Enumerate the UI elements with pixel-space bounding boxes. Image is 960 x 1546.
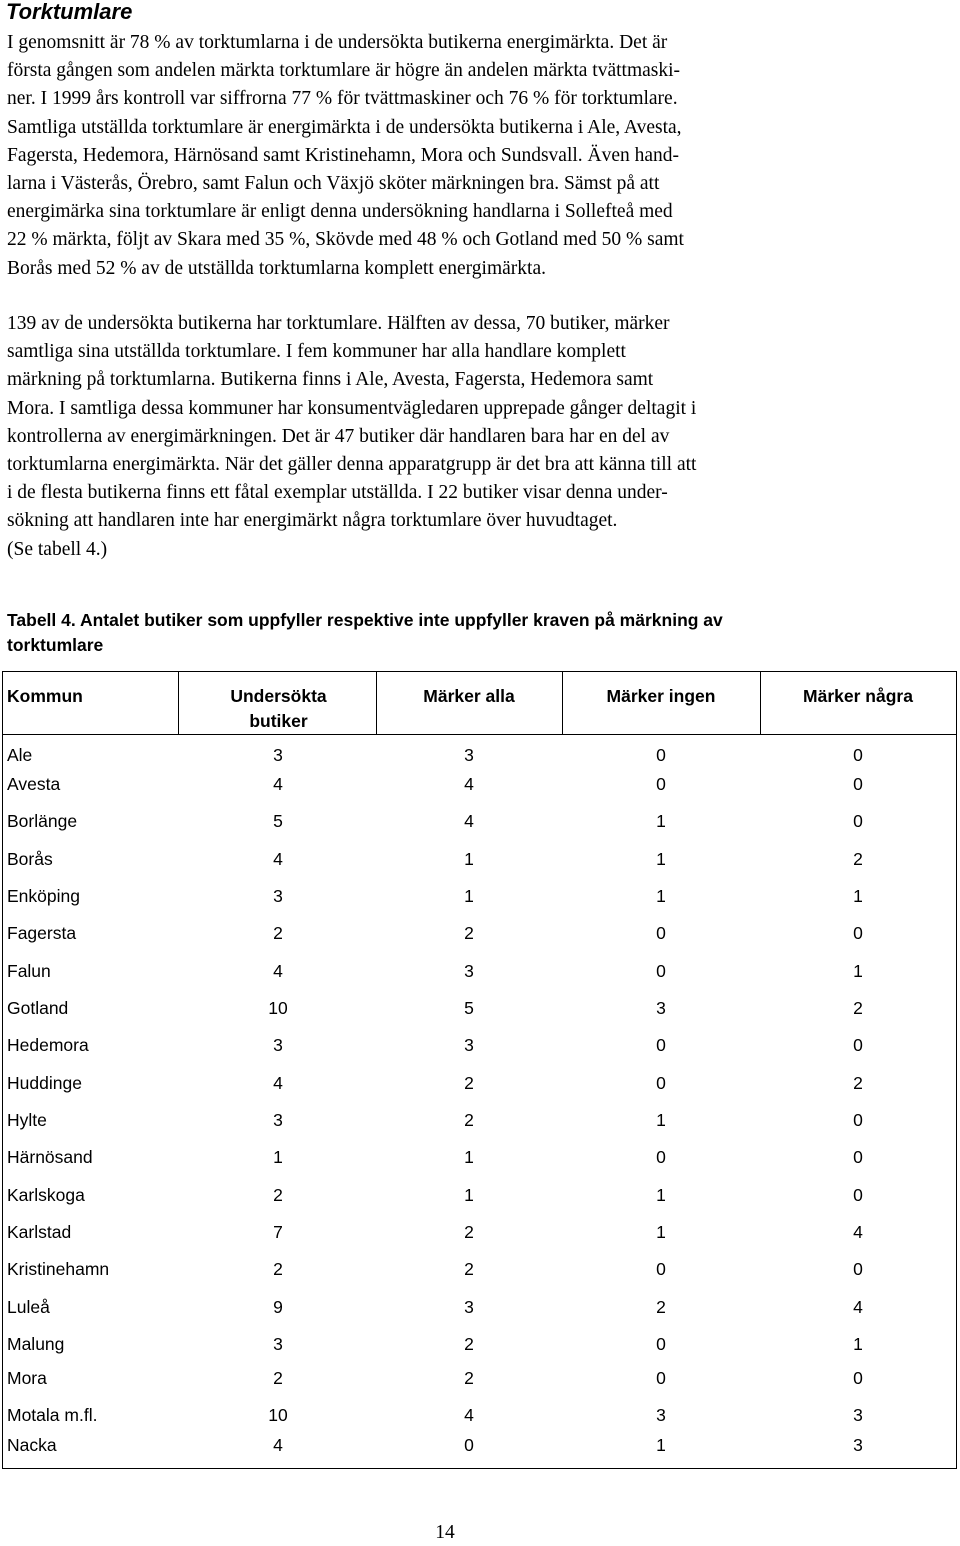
table-cell-ingen: 0 bbox=[656, 1147, 666, 1167]
table-cell-alla: 1 bbox=[464, 849, 474, 869]
header-kommun: Kommun bbox=[7, 686, 83, 706]
table-cell-alla: 1 bbox=[464, 886, 474, 906]
table-cell-kommun: Borås bbox=[7, 849, 53, 869]
table-cell-ingen: 0 bbox=[656, 745, 666, 765]
table-cell-alla: 2 bbox=[464, 1073, 474, 1093]
table-cell-nagra: 0 bbox=[853, 745, 863, 765]
section-title: Torktumlare bbox=[6, 0, 133, 24]
table-cell-undersokta: 4 bbox=[273, 1435, 283, 1455]
table-cell-nagra: 0 bbox=[853, 774, 863, 794]
header-marker-ingen: Märker ingen bbox=[606, 686, 716, 706]
table-cell-kommun: Hylte bbox=[7, 1110, 47, 1130]
header-undersokta-line2: butiker bbox=[249, 711, 308, 731]
header-divider bbox=[562, 672, 563, 734]
paragraph-line: 139 av de undersökta butikerna har torktumlare. Hälften av dessa, 70 butiker, märker bbox=[7, 313, 670, 334]
header-divider bbox=[760, 672, 761, 734]
table-cell-ingen: 1 bbox=[656, 849, 666, 869]
table-cell-ingen: 1 bbox=[656, 886, 666, 906]
table-cell-undersokta: 5 bbox=[273, 811, 283, 831]
header-marker-nagra: Märker några bbox=[803, 686, 913, 706]
table-cell-ingen: 0 bbox=[656, 1259, 666, 1279]
table-cell-alla: 5 bbox=[464, 998, 474, 1018]
paragraph-line: märkning på torktumlarna. Butikerna finns i Ale, Avesta, Fagersta, Hedemora samt bbox=[7, 369, 654, 391]
table-cell-ingen: 0 bbox=[656, 1368, 666, 1388]
paragraph-line: ner. I 1999 års kontroll var siffrorna 77 % för tvättmaskiner och 76 % för torktumlare. bbox=[7, 88, 678, 110]
table-cell-kommun: Karlskoga bbox=[7, 1185, 85, 1205]
table-cell-nagra: 2 bbox=[853, 849, 863, 869]
table-cell-ingen: 0 bbox=[656, 774, 666, 794]
table-cell-kommun: Avesta bbox=[7, 774, 61, 794]
table-caption-line: torktumlare bbox=[7, 635, 104, 655]
table-cell-kommun: Karlstad bbox=[7, 1222, 72, 1242]
table-cell-nagra: 0 bbox=[853, 1035, 863, 1055]
table-cell-kommun: Borlänge bbox=[7, 811, 78, 831]
table-cell-ingen: 1 bbox=[656, 1435, 666, 1455]
table-cell-alla: 2 bbox=[464, 1110, 474, 1130]
paragraph-line: 22 % märkta, följt av Skara med 35 %, Skövde med 48 % och Gotland med 50 % samt bbox=[7, 229, 684, 251]
table-cell-alla: 4 bbox=[464, 774, 474, 794]
table-cell-nagra: 0 bbox=[853, 811, 863, 831]
table-cell-kommun: Huddinge bbox=[7, 1073, 82, 1093]
table-cell-kommun: Luleå bbox=[7, 1297, 50, 1317]
paragraph-line: torktumlarna energimärkta. När det gäller denna apparatgrupp är det bra att känna till att bbox=[7, 454, 697, 476]
paragraph-line: i de flesta butikerna finns ett fåtal exemplar utställda. I 22 butiker visar denna under- bbox=[7, 482, 668, 504]
stores-table bbox=[2, 671, 957, 1469]
table-cell-undersokta: 4 bbox=[273, 849, 283, 869]
table-cell-undersokta: 2 bbox=[273, 1368, 283, 1388]
table-cell-nagra: 0 bbox=[853, 1368, 863, 1388]
header-bottom-rule bbox=[3, 734, 956, 735]
table-cell-nagra: 0 bbox=[853, 1259, 863, 1279]
table-cell-undersokta: 7 bbox=[273, 1222, 283, 1242]
table-cell-ingen: 0 bbox=[656, 923, 666, 943]
table-cell-ingen: 0 bbox=[656, 1334, 666, 1354]
table-cell-nagra: 1 bbox=[853, 1334, 863, 1354]
table-cell-nagra: 1 bbox=[853, 886, 863, 906]
table-cell-kommun: Hedemora bbox=[7, 1035, 89, 1055]
table-cell-undersokta: 2 bbox=[273, 1185, 283, 1205]
paragraph-line: larna i Västerås, Örebro, samt Falun och Växjö sköter märkningen bra. Sämst på att bbox=[7, 173, 660, 195]
table-cell-alla: 2 bbox=[464, 923, 474, 943]
table-cell-nagra: 3 bbox=[853, 1405, 863, 1425]
table-cell-kommun: Mora bbox=[7, 1368, 47, 1388]
table-cell-alla: 4 bbox=[464, 1405, 474, 1425]
table-cell-nagra: 2 bbox=[853, 1073, 863, 1093]
table-cell-undersokta: 3 bbox=[273, 1110, 283, 1130]
table-cell-alla: 3 bbox=[464, 1297, 474, 1317]
table-cell-ingen: 0 bbox=[656, 961, 666, 981]
table-cell-alla: 2 bbox=[464, 1334, 474, 1354]
paragraph-line: första gången som andelen märkta torktumlare är högre än andelen märkta tvättmaski- bbox=[7, 60, 681, 82]
paragraph-line: samtliga sina utställda torktumlare. I fem kommuner har alla handlare komplett bbox=[7, 341, 626, 363]
paragraph-store-summary bbox=[7, 310, 957, 564]
header-divider bbox=[376, 672, 377, 734]
paragraph-line: kontrollerna av energimärkningen. Det är 47 butiker där handlaren bara har en del av bbox=[7, 425, 670, 447]
table-cell-alla: 3 bbox=[464, 745, 474, 765]
table-cell-kommun: Fagersta bbox=[7, 923, 77, 943]
table-cell-nagra: 0 bbox=[853, 1185, 863, 1205]
table-cell-undersokta: 3 bbox=[273, 1334, 283, 1354]
table-caption bbox=[7, 608, 723, 658]
table-cell-kommun: Enköping bbox=[7, 886, 80, 906]
table-cell-ingen: 1 bbox=[656, 1222, 666, 1242]
page-number: 14 bbox=[435, 1522, 455, 1543]
paragraph-line: Fagersta, Hedemora, Härnösand samt Kristinehamn, Mora och Sundsvall. Även hand- bbox=[7, 144, 680, 166]
table-cell-nagra: 2 bbox=[853, 998, 863, 1018]
header-marker-alla: Märker alla bbox=[423, 686, 515, 706]
table-cell-nagra: 0 bbox=[853, 1110, 863, 1130]
table-cell-nagra: 4 bbox=[853, 1222, 863, 1242]
table-cell-alla: 2 bbox=[464, 1368, 474, 1388]
table-cell-undersokta: 3 bbox=[273, 886, 283, 906]
table-cell-kommun: Nacka bbox=[7, 1435, 57, 1455]
table-cell-ingen: 2 bbox=[656, 1297, 666, 1317]
table-cell-ingen: 1 bbox=[656, 1185, 666, 1205]
table-cell-kommun: Gotland bbox=[7, 998, 69, 1018]
table-cell-alla: 2 bbox=[464, 1222, 474, 1242]
table-cell-undersokta: 4 bbox=[273, 774, 283, 794]
table-cell-undersokta: 4 bbox=[273, 961, 283, 981]
paragraph-intro bbox=[7, 29, 957, 283]
table-cell-ingen: 3 bbox=[656, 998, 666, 1018]
table-cell-ingen: 0 bbox=[656, 1035, 666, 1055]
table-cell-ingen: 1 bbox=[656, 811, 666, 831]
table-cell-nagra: 3 bbox=[853, 1435, 863, 1455]
paragraph-line: I genomsnitt är 78 % av torktumlarna i de undersökta butikerna energimärkta. Det är bbox=[7, 32, 668, 53]
table-cell-alla: 1 bbox=[464, 1147, 474, 1167]
table-cell-alla: 4 bbox=[464, 811, 474, 831]
header-undersokta-line1: Undersökta bbox=[230, 686, 327, 706]
table-cell-nagra: 1 bbox=[853, 961, 863, 981]
table-cell-kommun: Motala m.fl. bbox=[7, 1405, 98, 1425]
header-undersokta bbox=[181, 684, 376, 734]
table-cell-ingen: 1 bbox=[656, 1110, 666, 1130]
table-cell-nagra: 0 bbox=[853, 1147, 863, 1167]
table-cell-nagra: 0 bbox=[853, 923, 863, 943]
table-cell-alla: 0 bbox=[464, 1435, 474, 1455]
table-cell-alla: 1 bbox=[464, 1185, 474, 1205]
table-cell-alla: 3 bbox=[464, 961, 474, 981]
table-cell-nagra: 4 bbox=[853, 1297, 863, 1317]
table-cell-undersokta: 9 bbox=[273, 1297, 283, 1317]
table-cell-kommun: Falun bbox=[7, 961, 51, 981]
paragraph-line: energimärka sina torktumlare är enligt denna undersökning handlarna i Sollefteå med bbox=[7, 201, 673, 223]
table-cell-undersokta: 10 bbox=[268, 998, 288, 1018]
table-cell-undersokta: 2 bbox=[273, 1259, 283, 1279]
table-cell-undersokta: 1 bbox=[273, 1147, 283, 1167]
table-cell-kommun: Härnösand bbox=[7, 1147, 93, 1167]
table-cell-undersokta: 4 bbox=[273, 1073, 283, 1093]
table-cell-undersokta: 3 bbox=[273, 1035, 283, 1055]
table-cell-kommun: Kristinehamn bbox=[7, 1259, 110, 1279]
paragraph-line: Borås med 52 % av de utställda torktumlarna komplett energimärkta. bbox=[7, 257, 546, 279]
paragraph-line: sökning att handlaren inte har energimärkt några torktumlare över huvudtaget. bbox=[7, 510, 618, 532]
table-cell-undersokta: 10 bbox=[268, 1405, 288, 1425]
table-cell-kommun: Malung bbox=[7, 1334, 65, 1354]
table-cell-ingen: 3 bbox=[656, 1405, 666, 1425]
paragraph-line: Samtliga utställda torktumlare är energimärkta i de undersökta butikerna i Ale, Avesta, bbox=[7, 116, 682, 138]
table-cell-undersokta: 2 bbox=[273, 923, 283, 943]
table-cell-undersokta: 3 bbox=[273, 745, 283, 765]
table-cell-alla: 2 bbox=[464, 1259, 474, 1279]
header-divider bbox=[178, 672, 179, 734]
table-caption-line: Tabell 4. Antalet butiker som uppfyller respektive inte uppfyller kraven på märkning av bbox=[7, 610, 723, 630]
paragraph-line: (Se tabell 4.) bbox=[7, 538, 108, 560]
table-cell-kommun: Ale bbox=[7, 745, 33, 765]
table-cell-alla: 3 bbox=[464, 1035, 474, 1055]
table-cell-ingen: 0 bbox=[656, 1073, 666, 1093]
paragraph-line: Mora. I samtliga dessa kommuner har konsumentvägledaren upprepade gånger deltagit i bbox=[7, 397, 697, 419]
